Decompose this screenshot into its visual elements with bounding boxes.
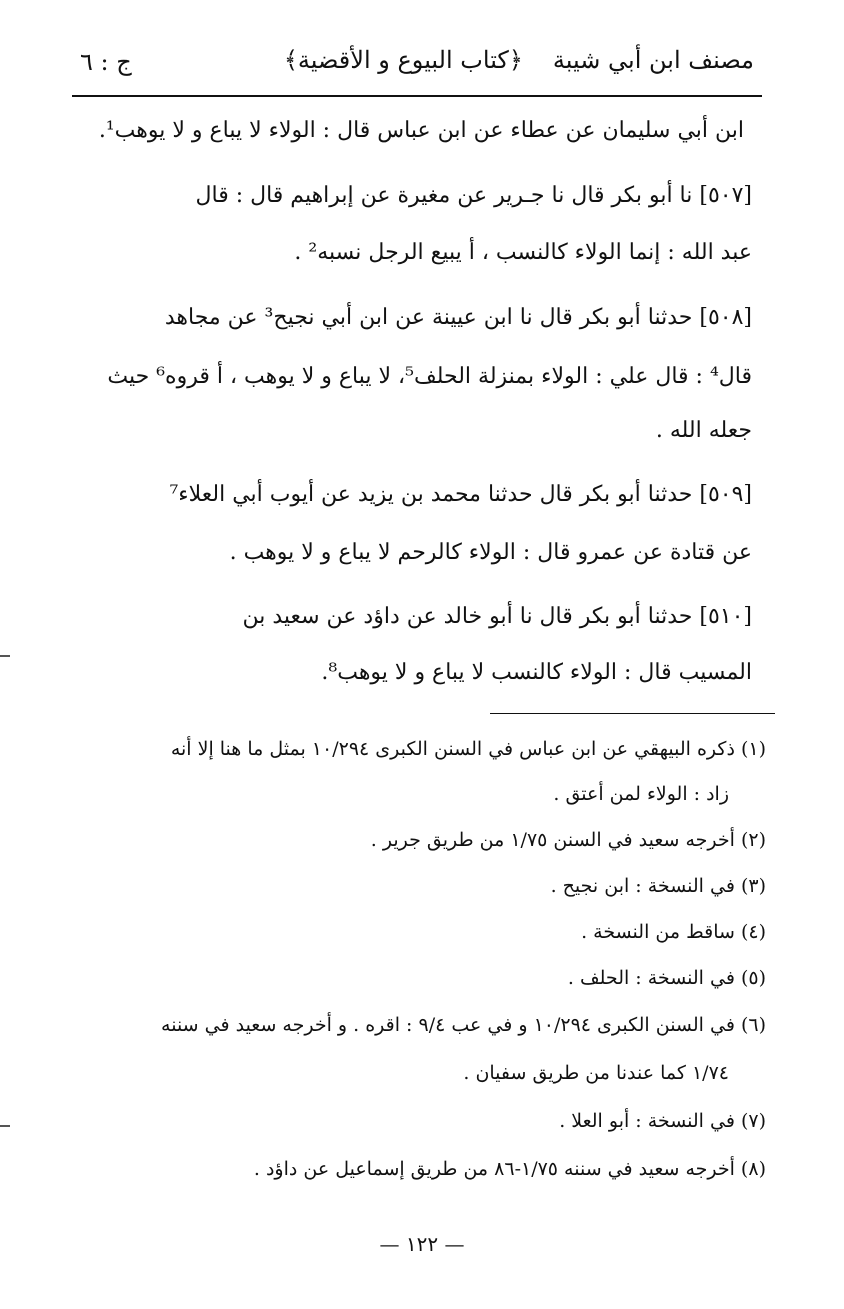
footnote-8: (٨) أخرجه سعيد في سننه ١/٧٥-٨٦ من طريق إسماعيل عن داؤد . [253,1158,766,1180]
footnote-6-cont: ١/٧٤ كما عندنا من طريق سفيان . [463,1062,729,1084]
book-title: مصنف ابن أبي شيبة [552,46,754,74]
body-line: ابن أبي سليمان عن عطاء عن ابن عباس قال : الولاء لا يباع و لا يوهب¹. [98,118,744,143]
hadith-508: [٥٠٨] حدثنا أبو بكر قال نا ابن عيينة عن ابن أبي نجيح³ عن مجاهد [164,305,752,330]
body-line: المسيب قال : الولاء كالنسب لا يباع و لا يوهب⁸. [321,660,752,685]
footnote-6: (٦) في السنن الكبرى ١٠/٢٩٤ و في عب ٩/٤ : اقره . و أخرجه سعيد في سننه [161,1014,766,1036]
body-line: عبد الله : إنما الولاء كالنسب ، أ يبيع الرجل نسبه² . [294,240,752,265]
hadith-507: [٥٠٧] نا أبو بكر قال نا جـرير عن مغيرة عن إبراهيم قال : قال [195,183,752,208]
scan-mark [0,655,10,657]
hadith-510: [٥١٠] حدثنا أبو بكر قال نا أبو خالد عن داؤد عن سعيد بن [242,604,752,629]
header-rule [72,95,762,97]
footnote-7: (٧) في النسخة : أبو العلا . [559,1110,766,1132]
footnote-4: (٤) ساقط من النسخة . [581,921,766,943]
running-header [284,46,754,74]
footnote-1-cont: زاد : الولاء لمن أعتق . [553,783,729,805]
footnote-3: (٣) في النسخة : ابن نجيح . [550,875,766,897]
footnote-2: (٢) أخرجه سعيد في السنن ١/٧٥ من طريق جرير . [370,829,766,851]
body-line: قال⁴ : قال علي : الولاء بمنزلة الحلف⁵، لا يباع و لا يوهب ، أ قروه⁶ حيث [107,364,752,389]
body-line: عن قتادة عن عمرو قال : الولاء كالرحم لا يباع و لا يوهب . [229,540,752,565]
chapter-title: ﴿كتاب البيوع و الأقضية﴾ [283,46,523,74]
hadith-509: [٥٠٩] حدثنا أبو بكر قال حدثنا محمد بن يزيد عن أيوب أبي العلاء⁷ [169,482,752,507]
footnote-5: (٥) في النسخة : الحلف . [567,967,766,989]
footnote-1: (١) ذكره البيهقي عن ابن عباس في السنن الكبرى ١٠/٢٩٤ بمثل ما هنا إلا أنه [170,738,766,760]
body-line: جعله الله . [655,418,752,443]
volume-number: ج : ٦ [80,48,132,76]
scan-mark [0,1125,10,1127]
page-number: — ١٢٢ — [379,1232,465,1256]
footnote-rule [490,713,775,714]
